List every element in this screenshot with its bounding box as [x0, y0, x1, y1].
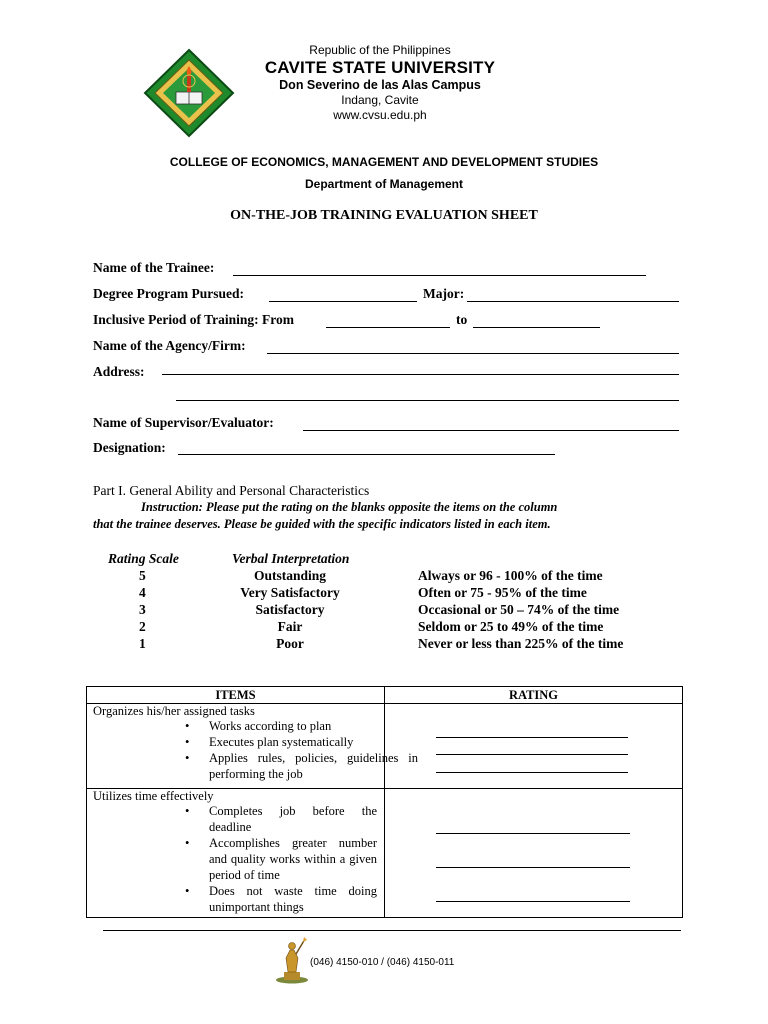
designation-field[interactable]	[178, 454, 555, 455]
part1-title: Part I. General Ability and Personal Characteristics	[93, 483, 370, 498]
indicator-list	[87, 718, 418, 782]
item-group-title: Utilizes time effectively	[93, 789, 214, 803]
part1-instruction-line1: Instruction: Please put the rating on the blanks opposite the items on the column	[141, 500, 558, 514]
scale-interpretation: Poor	[276, 636, 304, 651]
table-header-row	[87, 687, 683, 704]
rating-blank[interactable]	[436, 737, 628, 738]
rating-blank[interactable]	[436, 754, 628, 755]
item-group-title: Organizes his/her assigned tasks	[93, 704, 255, 718]
footer-phone: (046) 4150-010 / (046) 4150-011	[310, 957, 455, 968]
scale-description: Occasional or 50 – 74% of the time	[418, 602, 620, 617]
part1-instruction-line2: that the trainee deserves. Please be guided with the specific indicators listed in each item.	[93, 517, 551, 531]
form-title: ON-THE-JOB TRAINING EVALUATION SHEET	[230, 208, 538, 223]
trainee-name-field[interactable]	[233, 275, 646, 276]
scale-score: 1	[139, 636, 146, 651]
scale-score: 2	[139, 619, 146, 634]
footer-divider	[103, 930, 681, 931]
period-from-field[interactable]	[326, 327, 450, 328]
scale-interpretation: Very Satisfactory	[240, 585, 340, 600]
scale-score: 3	[139, 602, 146, 617]
agency-name-field[interactable]	[267, 353, 679, 354]
period-label: Inclusive Period of Training: From	[93, 312, 294, 327]
campus-town: Indang, Cavite	[341, 93, 419, 107]
rating-column-header: RATING	[385, 687, 683, 704]
scale-interpretation: Satisfactory	[255, 602, 325, 617]
address-field-line1[interactable]	[162, 374, 679, 375]
evaluation-table	[86, 686, 683, 918]
rating-cell	[385, 704, 683, 789]
university-logo	[143, 48, 235, 138]
list-item: • Executes plan systematically	[209, 734, 418, 750]
scale-interpretation: Outstanding	[253, 568, 327, 583]
trainee-label: Name of the Trainee:	[93, 260, 215, 275]
statue-emblem-icon	[274, 936, 310, 984]
republic-line: Republic of the Philippines	[309, 43, 451, 57]
address-field-line2[interactable]	[176, 400, 679, 401]
period-to-field[interactable]	[473, 327, 600, 328]
address-label: Address:	[93, 364, 145, 379]
major-label: Major:	[423, 286, 465, 301]
verbal-interpretation-header: Verbal Interpretation	[232, 551, 350, 566]
items-column-header: ITEMS	[87, 687, 385, 704]
period-to-label: to	[456, 312, 468, 327]
scale-description: Often or 75 - 95% of the time	[418, 585, 587, 600]
table-row	[87, 789, 683, 918]
scale-description: Seldom or 25 to 49% of the time	[418, 619, 604, 634]
items-cell	[87, 704, 418, 789]
list-item: • Applies rules, policies, guidelines in performing the job	[209, 750, 418, 782]
degree-program-field[interactable]	[269, 301, 417, 302]
agency-label: Name of the Agency/Firm:	[93, 338, 246, 353]
scale-description: Always or 96 - 100% of the time	[418, 568, 603, 583]
campus-name: Don Severino de las Alas Campus	[279, 78, 481, 92]
scale-interpretation: Fair	[277, 619, 303, 634]
designation-label: Designation:	[93, 440, 166, 455]
table-row	[87, 704, 683, 789]
rating-blank[interactable]	[436, 867, 630, 868]
list-item: • Works according to plan	[209, 718, 418, 734]
indicator-list	[87, 803, 384, 915]
list-item: • Does not waste time doing unimportant things	[209, 883, 377, 915]
rating-blank[interactable]	[436, 901, 630, 902]
department-name: Department of Management	[304, 177, 464, 191]
scale-score: 4	[139, 585, 146, 600]
college-name: COLLEGE OF ECONOMICS, MANAGEMENT AND DEVELOPMENT STUDIES	[169, 155, 599, 169]
supervisor-name-field[interactable]	[303, 430, 679, 431]
major-field[interactable]	[467, 301, 679, 302]
list-item: • Accomplishes greater number and quality works within a given period of time	[209, 835, 377, 883]
supervisor-label: Name of Supervisor/Evaluator:	[93, 415, 274, 430]
scale-description: Never or less than 225% of the time	[418, 636, 624, 651]
degree-label: Degree Program Pursued:	[93, 286, 244, 301]
university-name: CAVITE STATE UNIVERSITY	[264, 58, 496, 77]
rating-scale-header: Rating Scale	[108, 551, 179, 566]
rating-blank[interactable]	[436, 772, 628, 773]
list-item: • Completes job before the deadline	[209, 803, 377, 835]
rating-cell	[385, 789, 683, 918]
rating-blank[interactable]	[436, 833, 630, 834]
items-cell	[87, 789, 385, 918]
university-website: www.cvsu.edu.ph	[333, 108, 427, 122]
scale-score: 5	[139, 568, 146, 583]
